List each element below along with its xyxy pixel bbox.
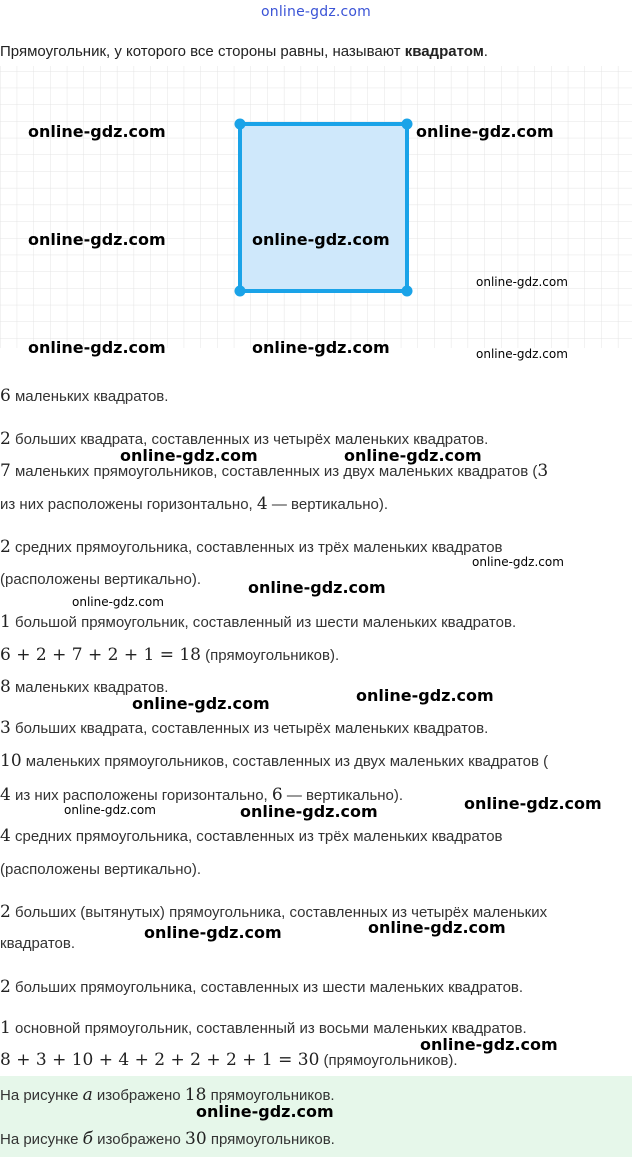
watermark: online-gdz.com <box>28 338 166 357</box>
math-number: 7 <box>0 461 11 481</box>
line-text: средних прямоугольника, составленных из трёх маленьких квадратов <box>10 828 503 845</box>
count-line <box>0 718 632 739</box>
line-text: квадратов. <box>0 935 75 952</box>
answer-text: прямоугольников. <box>206 1131 335 1148</box>
watermark: online-gdz.com <box>344 446 482 465</box>
site-header <box>0 0 632 26</box>
square-shape <box>240 124 407 291</box>
intro-term: квадратом <box>404 43 484 60</box>
math-formula: 8 + 3 + 10 + 4 + 2 + 2 + 2 + 1 = 30 <box>0 1050 320 1070</box>
watermark: online-gdz.com <box>472 555 564 569</box>
square-figure <box>0 66 632 366</box>
grid-drawing <box>0 66 632 366</box>
line-text: из них расположены горизонтально, <box>0 496 257 513</box>
watermark: online-gdz.com <box>132 694 270 713</box>
answer-number: 18 <box>184 1085 207 1105</box>
watermark: online-gdz.com <box>252 230 390 249</box>
math-number: 10 <box>0 751 22 771</box>
watermark: online-gdz.com <box>144 923 282 942</box>
count-line <box>0 429 632 450</box>
answer-number: 30 <box>185 1129 207 1149</box>
count-line <box>0 934 632 954</box>
answer-b <box>0 1129 632 1150</box>
math-number: 1 <box>0 1018 11 1038</box>
sum-line <box>0 1050 632 1071</box>
count-line <box>0 826 632 847</box>
line-text: основной прямоугольник, составленный из восьми маленьких квадратов. <box>10 1020 527 1037</box>
line-text: больших (вытянутых) прямоугольника, составленных из четырёх маленьких <box>10 904 548 921</box>
math-number: 2 <box>0 537 11 557</box>
watermark: online-gdz.com <box>356 686 494 705</box>
math-number: 3 <box>537 461 549 481</box>
intro-definition <box>0 42 632 62</box>
count-line <box>0 494 632 515</box>
answer-text: прямоугольников. <box>206 1087 335 1104</box>
count-line <box>0 677 632 698</box>
watermark: online-gdz.com <box>248 578 386 597</box>
site-header-link[interactable]: online-gdz.com <box>260 4 372 20</box>
line-text: (прямоугольников). <box>200 647 340 664</box>
math-formula: 6 + 2 + 7 + 2 + 1 = 18 <box>0 645 201 665</box>
answer-text: На рисунке <box>0 1087 83 1104</box>
math-number: 4 <box>256 494 268 514</box>
math-number: 6 <box>0 386 11 406</box>
intro-text: Прямоугольник, у которого все стороны равны, называют <box>0 43 405 60</box>
count-line <box>0 1018 632 1039</box>
line-text: больших квадрата, составленных из четырёх маленьких квадратов. <box>10 720 489 737</box>
count-line <box>0 461 632 482</box>
line-text: больших прямоугольника, составленных из шести маленьких квадратов. <box>10 979 524 996</box>
watermark: online-gdz.com <box>252 338 390 357</box>
sum-line <box>0 645 632 666</box>
vertex-top-right <box>402 119 413 130</box>
line-text: большой прямоугольник, составленный из шести маленьких квадратов. <box>10 614 517 631</box>
vertex-top-left <box>235 119 246 130</box>
watermark: online-gdz.com <box>196 1102 334 1121</box>
watermark: online-gdz.com <box>120 446 258 465</box>
count-line <box>0 386 632 407</box>
answer-text: изображено <box>92 1087 185 1104</box>
watermark: online-gdz.com <box>28 230 166 249</box>
line-text: (расположены вертикально). <box>0 571 202 588</box>
math-number: 3 <box>0 718 11 738</box>
line-text: маленьких прямоугольников, составленных из двух маленьких квадратов ( <box>10 463 538 480</box>
line-text: маленьких квадратов. <box>10 679 169 696</box>
math-number: 6 <box>271 785 283 805</box>
figure-letter: а <box>82 1085 93 1105</box>
watermark: online-gdz.com <box>72 595 164 609</box>
count-line <box>0 785 632 806</box>
watermark: online-gdz.com <box>240 802 378 821</box>
watermark: online-gdz.com <box>476 275 568 289</box>
math-number: 4 <box>0 826 11 846</box>
math-number: 8 <box>0 677 11 697</box>
math-number: 2 <box>0 977 11 997</box>
watermark: online-gdz.com <box>28 122 166 141</box>
watermark: online-gdz.com <box>368 918 506 937</box>
intro-end: . <box>483 43 488 60</box>
answer-text: изображено <box>92 1131 186 1148</box>
answer-text: На рисунке <box>0 1131 83 1148</box>
count-line <box>0 751 632 772</box>
count-line <box>0 537 632 558</box>
line-text: (расположены вертикально). <box>0 861 202 878</box>
figure-letter: б <box>82 1129 93 1149</box>
vertex-bottom-right <box>402 286 413 297</box>
line-text: из них расположены горизонтально, <box>10 787 272 804</box>
math-number: 4 <box>0 785 11 805</box>
watermark: online-gdz.com <box>476 347 568 361</box>
count-line <box>0 612 632 633</box>
watermark: online-gdz.com <box>64 803 156 817</box>
line-text: больших квадрата, составленных из четырёх маленьких квадратов. <box>10 431 489 448</box>
watermark: online-gdz.com <box>416 122 554 141</box>
vertex-bottom-left <box>235 286 246 297</box>
count-line <box>0 977 632 998</box>
watermark: online-gdz.com <box>464 794 602 813</box>
math-number: 2 <box>0 902 11 922</box>
count-line <box>0 570 632 590</box>
math-number: 2 <box>0 429 11 449</box>
count-line <box>0 902 632 923</box>
line-text: маленьких прямоугольников, составленных из двух маленьких квадратов ( <box>21 753 549 770</box>
count-line <box>0 860 632 880</box>
line-text: средних прямоугольника, составленных из трёх маленьких квадратов <box>10 539 503 556</box>
line-text: (прямоугольников). <box>319 1052 458 1069</box>
line-text: — вертикально). <box>282 787 404 804</box>
watermark: online-gdz.com <box>420 1035 558 1054</box>
line-text: маленьких квадратов. <box>10 388 169 405</box>
math-number: 1 <box>0 612 11 632</box>
line-text: — вертикально). <box>267 496 389 513</box>
